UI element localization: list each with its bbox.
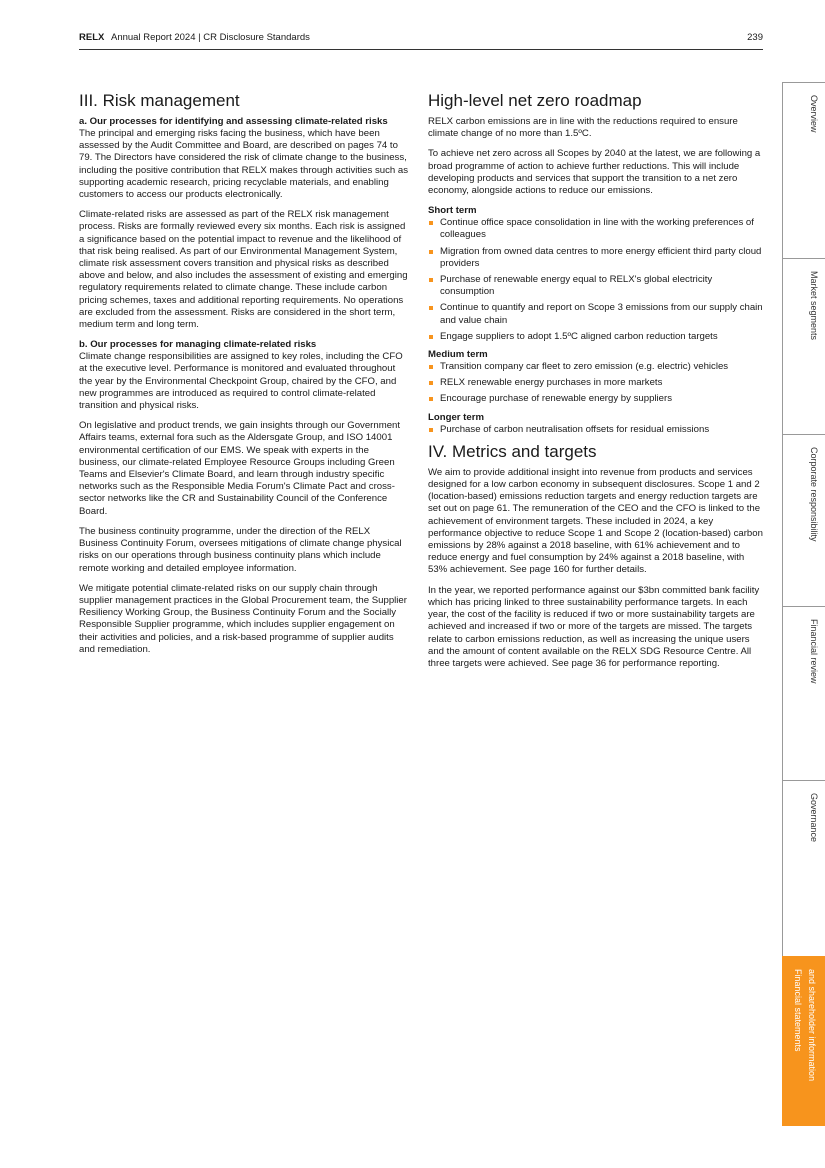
page-header bbox=[79, 30, 763, 50]
paragraph: In the year, we reported performance against our $3bn committed bank facility which has pricing linked to three sustainability performance targets. In each year, the cost of the facility is reduced if two or more sustainability targets are achieved and increased if two or more of the targets are missed. The targets relate to carbon emissions reduction, as well as increasing the unique users and the amount of content available on the RELX SDG Resource Centre. All three targets were achieved. See page 36 for performance reporting. bbox=[428, 584, 760, 669]
net-zero-heading: High-level net zero roadmap bbox=[428, 91, 642, 110]
short-term-list bbox=[428, 217, 764, 343]
paragraph: The business continuity programme, under the direction of the RELX Business Continuity Forum, oversees mitigations of climate change physical risks on our operations through business continuity plans which include remote working and detailed employee information. bbox=[79, 525, 402, 574]
section-tabs bbox=[782, 82, 825, 1156]
tab-governance[interactable]: Governance bbox=[782, 780, 825, 956]
paragraph: RELX carbon emissions are in line with the reductions required to ensure climate change of no more than 1.5ºC. bbox=[428, 116, 738, 140]
list-item: Migration from owned data centres to more energy efficient third party cloud providers bbox=[428, 246, 764, 270]
short-term-heading: Short term bbox=[428, 205, 477, 217]
tab-market-segments[interactable]: Market segments bbox=[782, 258, 825, 434]
paragraph: We mitigate potential climate-related risks on our supply chain through supplier management practices in the Global Procurement team, the Supplier Resiliency Working Group, the Business Continuity Forum and the Socially Responsible Supplier programme, which includes supplier engagement on their activities and policies, and a risk-based programme of supplier audits and remediation. bbox=[79, 582, 407, 655]
tab-financial-statements[interactable]: Financial statements and shareholder information bbox=[782, 956, 825, 1126]
list-item: Continue to quantify and report on Scope 3 emissions from our supply chain and value chain bbox=[428, 302, 764, 326]
list-item: Encourage purchase of renewable energy by suppliers bbox=[428, 393, 764, 405]
subheading-b: b. Our processes for managing climate-related risks bbox=[79, 339, 317, 351]
paragraph: The principal and emerging risks facing the business, which have been assessed by the Audit Committee and Board, are described on pages 74 to 79. The Directors have considered the risk of climate change to the business, including the positive contribution that RELX makes through activities such as supporting academic research, pricing recyclable materials, and enabling customers to access our products electronically. bbox=[79, 128, 409, 201]
paragraph: To achieve net zero across all Scopes by 2040 at the latest, we are following a broad programme of action to achieve further reductions. This will include developing products and services that support the transition to a net zero economy, alongside actions to reduce our emissions. bbox=[428, 148, 761, 197]
subheading-a: a. Our processes for identifying and assessing climate-related risks bbox=[79, 116, 388, 127]
right-column bbox=[428, 91, 764, 678]
tab-overview[interactable]: Overview bbox=[782, 82, 825, 258]
paragraph: Climate-related risks are assessed as part of the RELX risk management process. Risks are formally reviewed every six months. Each risk is assigned a significance based on the potential impact to revenue and the likelihood of that risk being realised. As part of our Environmental Management System, climate risk assessment covers transition and physical risks as described above and below, and also includes the assessment of existing and emerging regulatory requirements related to climate change. These include carbon pricing schemes, taxes and additional reporting requirements. No operations are excluded from the assessment. Risks are considered in the short term, medium term and long term. bbox=[79, 209, 408, 331]
list-item: Transition company car fleet to zero emission (e.g. electric) vehicles bbox=[428, 361, 764, 373]
medium-term-list bbox=[428, 361, 764, 406]
longer-term-list bbox=[428, 424, 764, 436]
paragraph: On legislative and product trends, we gain insights through our Government Affairs teams, external fora such as the Aldersgate Group, and ISO 14001 environmental certification of our EMS. We speak with experts in the business, our climate-related Employee Resource Groups including Green Teams and Elsevier's Climate Board, and learn through industry specific networks such as the Responsible Media Forum's Climate Pact and cross-sector networks like the CR and Sustainability Council of the Conference Board. bbox=[79, 420, 401, 517]
tab-financial-review[interactable]: Financial review bbox=[782, 606, 825, 780]
paragraph: We aim to provide additional insight into revenue from products and services designed for a low carbon economy in subsequent disclosures. Scope 1 and 2 (location-based) emissions reduction targets and energy reduction targets are set out on page 61. The remuneration of the CEO and the CFO is linked to the achievement of environment targets. These included in 2024, a key performance objective to reduce Scope 1 and Scope 2 (location-based) carbon emissions by 28% against a 2018 baseline, with 61% achievement and to reduce energy and fuel consumption by 24% against a 2018 baseline, with 53% achievement. See page 160 for further details. bbox=[428, 466, 763, 576]
brand-name: RELX bbox=[79, 32, 105, 43]
report-title: Annual Report 2024 | CR Disclosure Standards bbox=[110, 32, 310, 43]
tab-corporate-responsibility[interactable]: Corporate responsibility bbox=[782, 434, 825, 606]
medium-term-heading: Medium term bbox=[428, 349, 488, 361]
metrics-targets-heading: IV. Metrics and targets bbox=[428, 441, 597, 461]
list-item: Purchase of carbon neutralisation offsets for residual emissions bbox=[428, 424, 764, 436]
list-item: RELX renewable energy purchases in more markets bbox=[428, 377, 764, 389]
list-item: Engage suppliers to adopt 1.5ºC aligned carbon reduction targets bbox=[428, 331, 764, 343]
page-number: 239 bbox=[747, 32, 763, 43]
list-item: Continue office space consolidation in line with the working preferences of colleagues bbox=[428, 217, 764, 241]
list-item: Purchase of renewable energy equal to RELX's global electricity consumption bbox=[428, 274, 764, 298]
paragraph: Climate change responsibilities are assigned to key roles, including the CFO at the executive level. Performance is monitored and evaluated throughout the year by the Environmental Checkpoint Group, chaired by the CFO, and new programmes are introduced as required to control climate-related transition and physical risks. bbox=[79, 351, 403, 412]
left-column bbox=[79, 91, 411, 664]
risk-management-heading: III. Risk management bbox=[79, 91, 240, 110]
longer-term-heading: Longer term bbox=[428, 411, 484, 423]
